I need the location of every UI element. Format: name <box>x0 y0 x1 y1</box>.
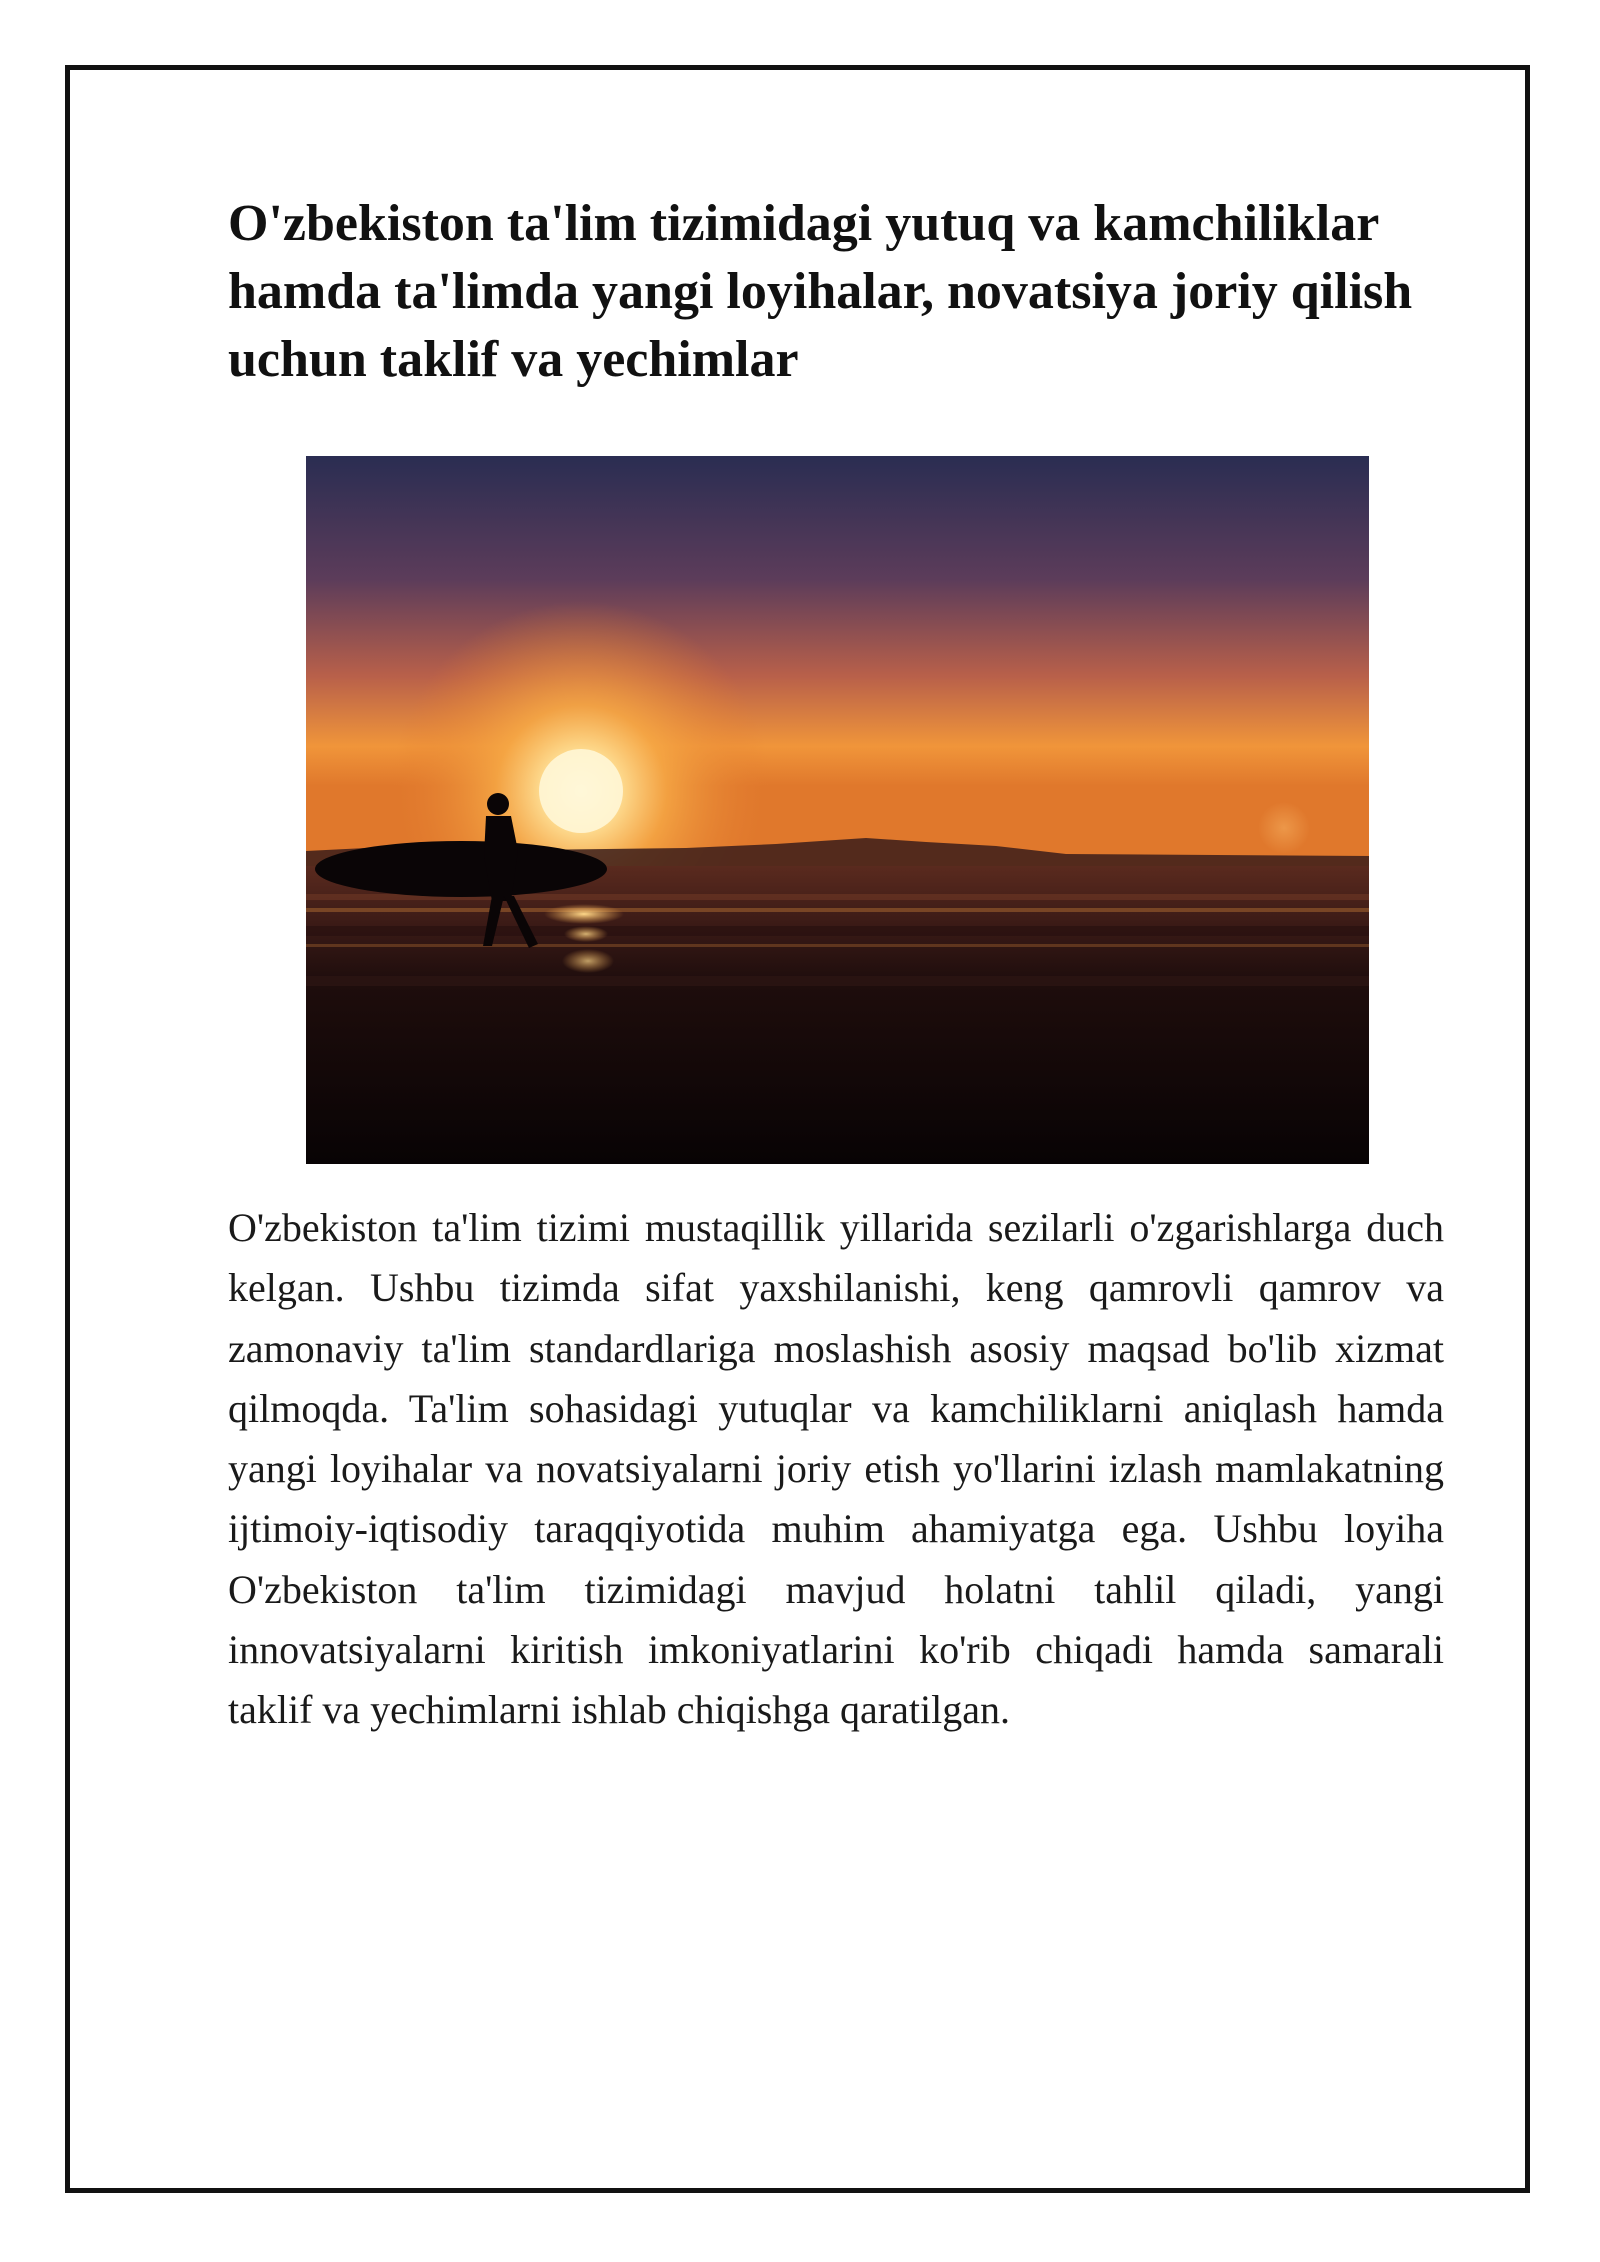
body-paragraph: O'zbekiston ta'lim tizimi mustaqillik yillarida sezilarli o'zgarishlarga duch kelgan. Ushbu tizimda sifat yaxshilanishi, keng qamrovli qamrov va zamonaviy ta'lim standardlariga moslashish asosiy maqsad bo'lib xizmat qilmoqda. Ta'lim sohasidagi yutuqlar va kamchiliklarni aniqlash hamda yangi loyihalar va novatsiyalarni joriy etish yo'llarini izlash mamlakatning ijtimoiy-iqtisodiy taraqqiyotida muhim ahamiyatga ega. Ushbu loyiha O'zbekiston ta'lim tizimidagi mavjud holatni tahlil qiladi, yangi innovatsiyalarni kiritish imkoniyatlarini ko'rib chiqadi hamda samarali taklif va yechimlarni ishlab chiqishga qaratilgan. <box>228 1205 1444 1733</box>
surfer-sunset-photo <box>306 456 1369 1164</box>
sunset-illustration <box>306 456 1369 1164</box>
document-title: O'zbekiston ta'lim tizimidagi yutuq va kamchiliklar hamda ta'limda yangi loyihalar, novatsiya joriy qilish uchun taklif va yechimlar <box>228 195 1413 388</box>
